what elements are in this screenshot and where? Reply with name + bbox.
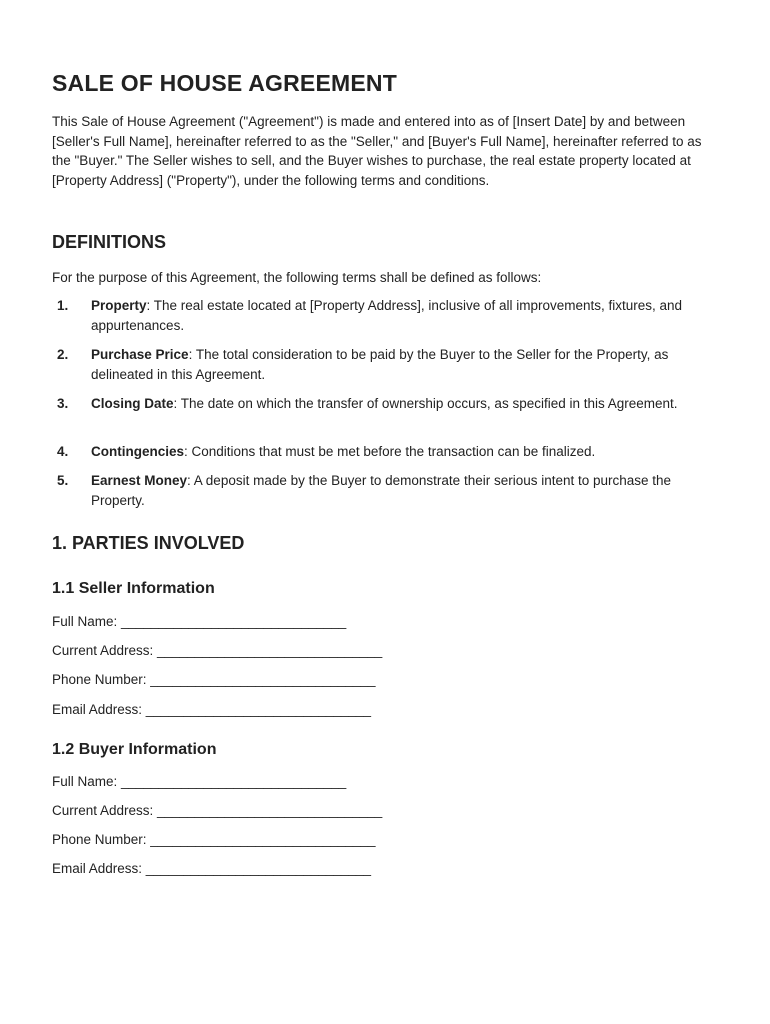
definition-term: Earnest Money [91,473,188,488]
definition-item [52,471,692,510]
definition-text: : Conditions that must be met before the transaction can be finalized. [184,444,596,459]
definition-number: 2. [57,347,69,362]
buyer-info-heading: 1.2 Buyer Information [52,741,217,758]
seller-info-heading: 1.1 Seller Information [52,580,215,597]
definition-term: Closing Date [91,396,174,411]
definition-term: Contingencies [91,444,185,459]
definition-item [52,394,692,414]
parties-heading: 1. PARTIES INVOLVED [52,533,245,553]
definition-term: Purchase Price [91,347,189,362]
definition-term: Property [91,298,147,313]
definition-text: : The date on which the transfer of ownership occurs, as specified in this Agreement. [173,396,678,411]
seller-current-address-field: Current Address: ______________________________ [52,643,383,658]
definition-item [52,296,692,335]
seller-phone-number-field: Phone Number: ______________________________ [52,672,376,687]
buyer-email-address-field: Email Address: ______________________________ [52,861,372,876]
definition-number: 4. [57,444,69,459]
buyer-phone-number-field: Phone Number: ______________________________ [52,832,376,847]
definition-text: : The total consideration to be paid by the Buyer to the Seller for the Property, as delineated in this Agreement. [91,347,669,382]
definitions-lead: For the purpose of this Agreement, the following terms shall be defined as follows: [52,270,542,285]
definition-item [52,345,692,384]
definitions-heading: DEFINITIONS [52,232,167,252]
intro-paragraph: This Sale of House Agreement ("Agreement") is made and entered into as of [Insert Date] by and between [Seller's Full Name], hereinafter referred to as the "Seller," and [Buyer's Full Name], hereinafter referred to as the "Buyer." The Seller wishes to sell, and the Buyer wishes to purchase, the real estate property located at [Property Address] ("Property"), under the following terms and conditions. [52,114,702,188]
definition-text: : A deposit made by the Buyer to demonstrate their serious intent to purchase the Property. [91,473,672,508]
definition-text: : The real estate located at [Property Address], inclusive of all improvements, fixtures, and appurtenances. [91,298,683,333]
definition-number: 3. [57,396,69,411]
document-title: SALE OF HOUSE AGREEMENT [52,70,397,96]
seller-email-address-field: Email Address: ______________________________ [52,702,372,717]
buyer-full-name-field: Full Name: ______________________________ [52,774,347,789]
definition-item [52,442,692,462]
definition-number: 5. [57,473,69,488]
buyer-current-address-field: Current Address: ______________________________ [52,803,383,818]
definition-number: 1. [57,298,69,313]
seller-full-name-field: Full Name: ______________________________ [52,614,347,629]
